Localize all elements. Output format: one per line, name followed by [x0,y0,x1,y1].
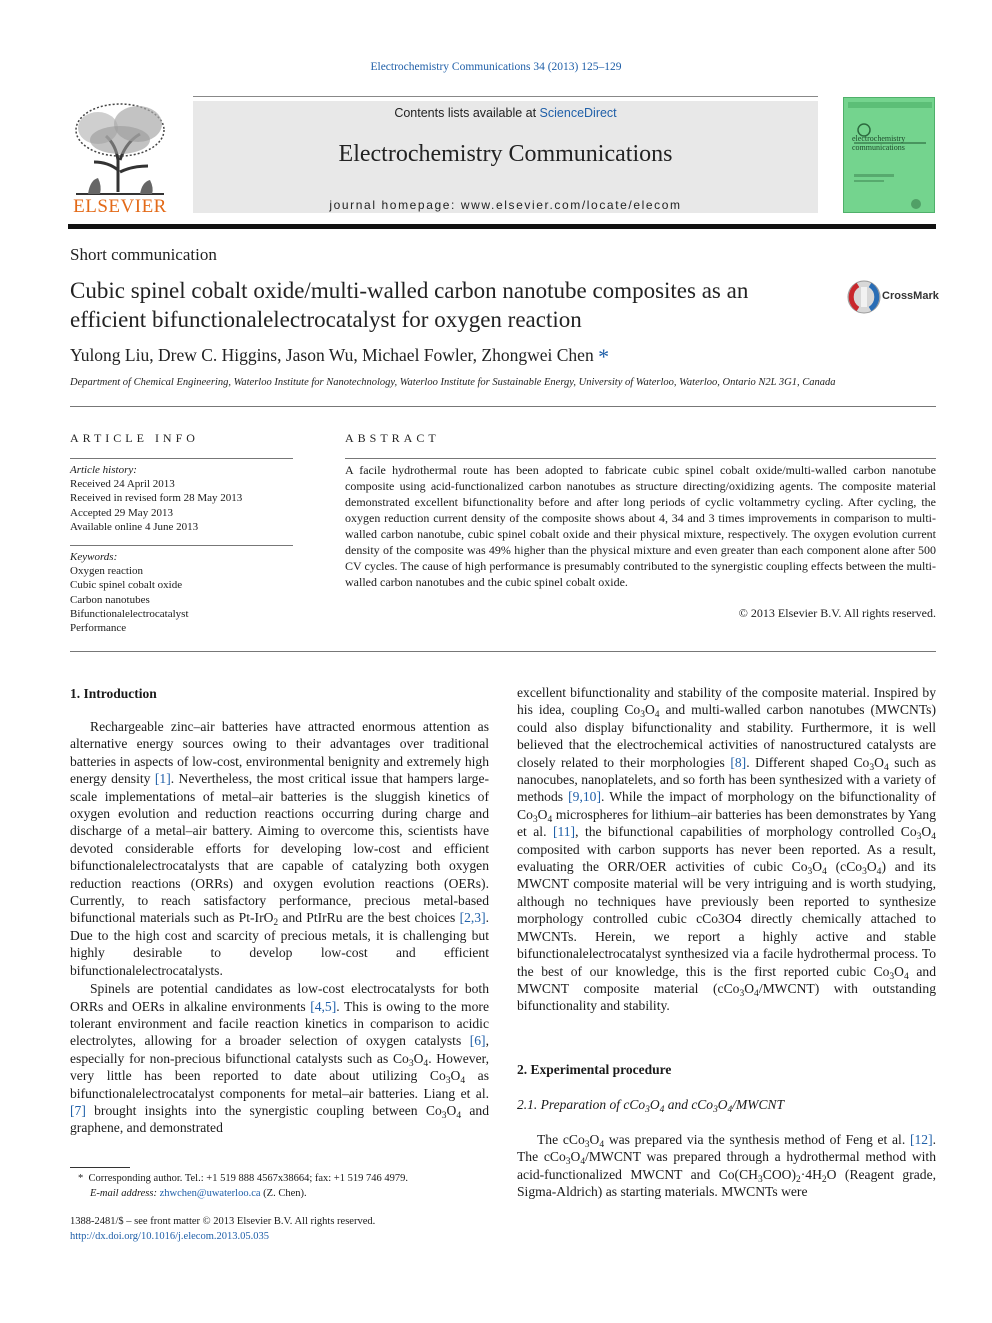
article-type: Short communication [70,245,217,264]
body-paragraph: The $cCo_3O_4$ was prepared via the synthesis method of Feng et al. [12]. The $cCo_3O_4$/MWCNT was prepared through a hydrothermal method with acid-functionalized MWCNT and $Co(CH_3COO)_2\cdot 4H_2O$ (Reagent grade, Sigma-Aldrich) as starting materials. MWCNTs were [517,1132,937,1200]
article-title-line-1: Cubic spinel cobalt oxide/multi-walled carbon nanotube composites as an [70,278,749,303]
article-title [70,276,830,334]
intro-right-column [517,684,936,1015]
keyword-item: Cubic spinel cobalt oxide [70,579,183,592]
footnote [70,1171,490,1201]
keyword-item: Carbon nanotubes [70,593,150,606]
experimental-heading: 2. Experimental procedure [517,1062,672,1077]
issn-line: 1388-2481/$ – see front matter © 2013 Elsevier B.V. All rights reserved. [70,1216,376,1227]
issn-block [70,1214,490,1244]
keyword-item: Performance [70,622,127,635]
abstract-rule [345,458,936,459]
cover-pattern-icon [844,98,935,213]
ref-link[interactable]: [6] [469,1033,486,1049]
contents-line [193,106,818,120]
ref-link[interactable]: [12] [909,1132,933,1147]
subheading-part: 2.1. Preparation of cCo [517,1097,646,1112]
abstract-divider [70,651,936,652]
article-info-heading: ARTICLE INFO [70,431,199,445]
article-info-rule [70,458,293,459]
ref-link[interactable]: [7] [70,1102,86,1118]
article-history [70,463,293,534]
corresponding-author-note [70,1171,490,1186]
ref-link[interactable]: [1] [154,771,171,787]
journal-cover-thumbnail[interactable] [843,97,935,213]
history-accepted: Accepted 29 May 2013 [70,506,173,519]
crossmark-icon [846,279,882,315]
article-title-line-2: efficient bifunctionalelectrocatalyst for oxygen reaction [70,307,582,332]
doi-link[interactable]: http://dx.doi.org/10.1016/j.elecom.2013.05.035 [70,1231,270,1242]
corresponding-author-marker[interactable]: * [598,344,610,369]
title-divider [70,406,936,407]
ref-link[interactable]: [2,3] [459,910,486,926]
corresponding-text: Corresponding author. Tel.: +1 519 888 4567x38664; fax: +1 519 746 4979. [88,1173,408,1184]
journal-citation-link[interactable]: Electrochemistry Communications 34 (2013) 125–129 [370,61,622,73]
ref-link[interactable]: [11] [552,824,576,840]
history-label: Article history: [70,464,137,476]
footnote-rule [70,1167,130,1168]
experimental-column [517,1131,936,1201]
crossmark-badge[interactable] [846,279,938,315]
publisher-wordmark: ELSEVIER [73,196,167,217]
header-thick-rule [68,224,936,229]
email-link[interactable]: zhwchen@uwaterloo.ca [159,1188,261,1199]
journal-homepage-link[interactable]: journal homepage: www.elsevier.com/locate/elecom [329,198,682,212]
authors-text: Yulong Liu, Drew C. Higgins, Jason Wu, Michael Fowler, Zhongwei Chen [70,345,594,365]
history-received: Received 24 April 2013 [70,478,175,491]
intro-heading: 1. Introduction [70,686,157,701]
preparation-subheading: 2.1. Preparation of $cCo_3O_4$ and $cCo_3O_4$/MWCNT [517,1097,785,1115]
subheading-part: and cCo [664,1097,714,1112]
contents-prefix: Contents lists available at [394,106,540,120]
header-top-rule [193,96,818,97]
author-list [70,344,609,370]
keywords-list [70,550,293,635]
body-paragraph: Rechargeable zinc–air batteries have attracted enormous attention as alternative energy sources owing to their advantages over traditional batteries in aspects of low-cost, environmental benignity and extremely high energy density [1]. Nevertheless, the most critical issue that hampers large-scale implementations of metal–air batteries is the sluggish kinetics of oxygen evolution and reduction reactions occurring during charge and discharge of a metal–air battery. Aiming to overcome this, scientists have devoted considerable efforts for developing low-cost and efficient bifunctionalelectrocatalysts that are capable of catalyzing both oxygen reduction reactions (ORRs) and oxygen evolution reactions (OERs). Currently, to reach satisfactory performance, precious metal-based bifunctional materials such as Pt-IrO$_2$ and PtIrRu are the best choices [2,3]. Due to the high cost and scarcity of precious metals, it is challenging but highly desirable to develop low-cost and efficient bifunctionalelectrocatalysts. [70,719,490,978]
journal-name: Electrochemistry Communications [338,141,673,167]
abstract-heading: ABSTRACT [345,431,440,445]
author-affiliation: Department of Chemical Engineering, Waterloo Institute for Nanotechnology, Waterloo Institute for Sustainable Energy, University of Waterloo, Waterloo, Ontario N2L 3G1, Canada [70,377,836,388]
abstract-text: A facile hydrothermal route has been adopted to fabricate cubic spinel cobalt oxide/multi-walled carbon nanotube composite using acid-functionalized carbon nanotubes as structure directing/oxidizing agents. The composite material demonstrated excellent bifunctionality before and after long periods of cyclic voltammetry cycling. After cycling, the oxygen reduction current density of the composite shows about 4, 34 and 3 times improvements in comparison to multi-walled carbon nanotube, cubic spinel cobalt oxide and their physical mixture, respectively. The oxygen evolution current density of the composite was 49% higher than the physical mixture and even greater than each component alone after 500 CV cycles. The cause of high performance is presumably contributed to the synergistic coupling effects between the multi-walled carbon nanotubes and the cubic spinel cobalt oxide. [345,463,936,589]
cover-title: electrochemistry communications [852,134,906,152]
body-paragraph: excellent bifunctionality and stability of the composite material. Inspired by his idea, coupling $Co_3O_4$ and multi-walled carbon nanotubes (MWCNTs) could also display bifunctionality and stability. Furthermore, it is well believed that the electrochemical activities of nanostructured catalysts are closely related to their morphologies [8]. Different shaped $Co_3O_4$ such as nanocubes, nanoplatelets, and so forth has been synthesized with a variety of methods [9,10]. While the impact of morphology on the bifunctionality of $Co_3O_4$ microspheres for lithium–air batteries has been demonstrates by Yang et al. [11], the bifunctional capabilities of morphology controlled $Co_3O_4$ composited with carbon supports has never been reported. As a result, evaluating the ORR/OER activities of cubic $Co_3O_4$ $(cCo_3O_4)$ and its MWCNT composite material will be very intriguing and is worth studying, although no techniques have previously been reported to synthesize morphology controlled cubic cCo3O4 directly chemically attached to MWCNTs. Herein, we report a highly active and stable bifunctionalelectrocatalyst synthesized via a facile hydrothermal process. To the best of our knowledge, this is the first reported cubic $Co_3O_4$ and MWCNT composite material $(cCo_3O_4/MWCNT)$ with outstanding bifunctionality and stability. [517,685,937,1014]
body-paragraph: Spinels are potential candidates as low-cost electrocatalysts for both ORRs and OERs in alkaline environments [4,5]. This is owing to the more tolerant environment and facile reaction kinetics in comparison to acidic electrolytes, allowing for a broader selection of oxygen catalysts [6], especially for non-precious bifunctional catalysts such as $Co_3O_4$. However, very little has been reported to date about utilizing $Co_3O_4$ as bifunctionalelectrocatalyst components for metal–air batteries. Liang et al. [7] brought insights into the synergistic coupling between $Co_3O_4$ and graphene, and demonstrated [70,981,490,1136]
history-online: Available online 4 June 2013 [70,520,199,533]
sciencedirect-link[interactable]: ScienceDirect [539,106,617,120]
subheading-part: /MWCNT [732,1097,785,1112]
ref-link[interactable]: [8] [730,754,747,770]
email-label: E-mail address: [90,1188,157,1199]
footnote-marker: * [78,1173,84,1184]
keyword-item: Bifunctionalelectrocatalyst [70,607,189,620]
intro-left-column [70,718,489,1137]
keywords-label: Keywords: [70,551,118,563]
email-suffix: (Z. Chen). [263,1188,307,1199]
keywords-rule [70,545,293,546]
ref-link[interactable]: [4,5] [310,998,337,1014]
history-revised: Received in revised form 28 May 2013 [70,492,243,505]
ref-link[interactable]: [9,10] [568,789,601,805]
abstract-copyright: © 2013 Elsevier B.V. All rights reserved. [738,606,936,620]
email-line [70,1186,490,1201]
crossmark-label: CrossMark [882,290,939,302]
keyword-item: Oxygen reaction [70,565,143,578]
